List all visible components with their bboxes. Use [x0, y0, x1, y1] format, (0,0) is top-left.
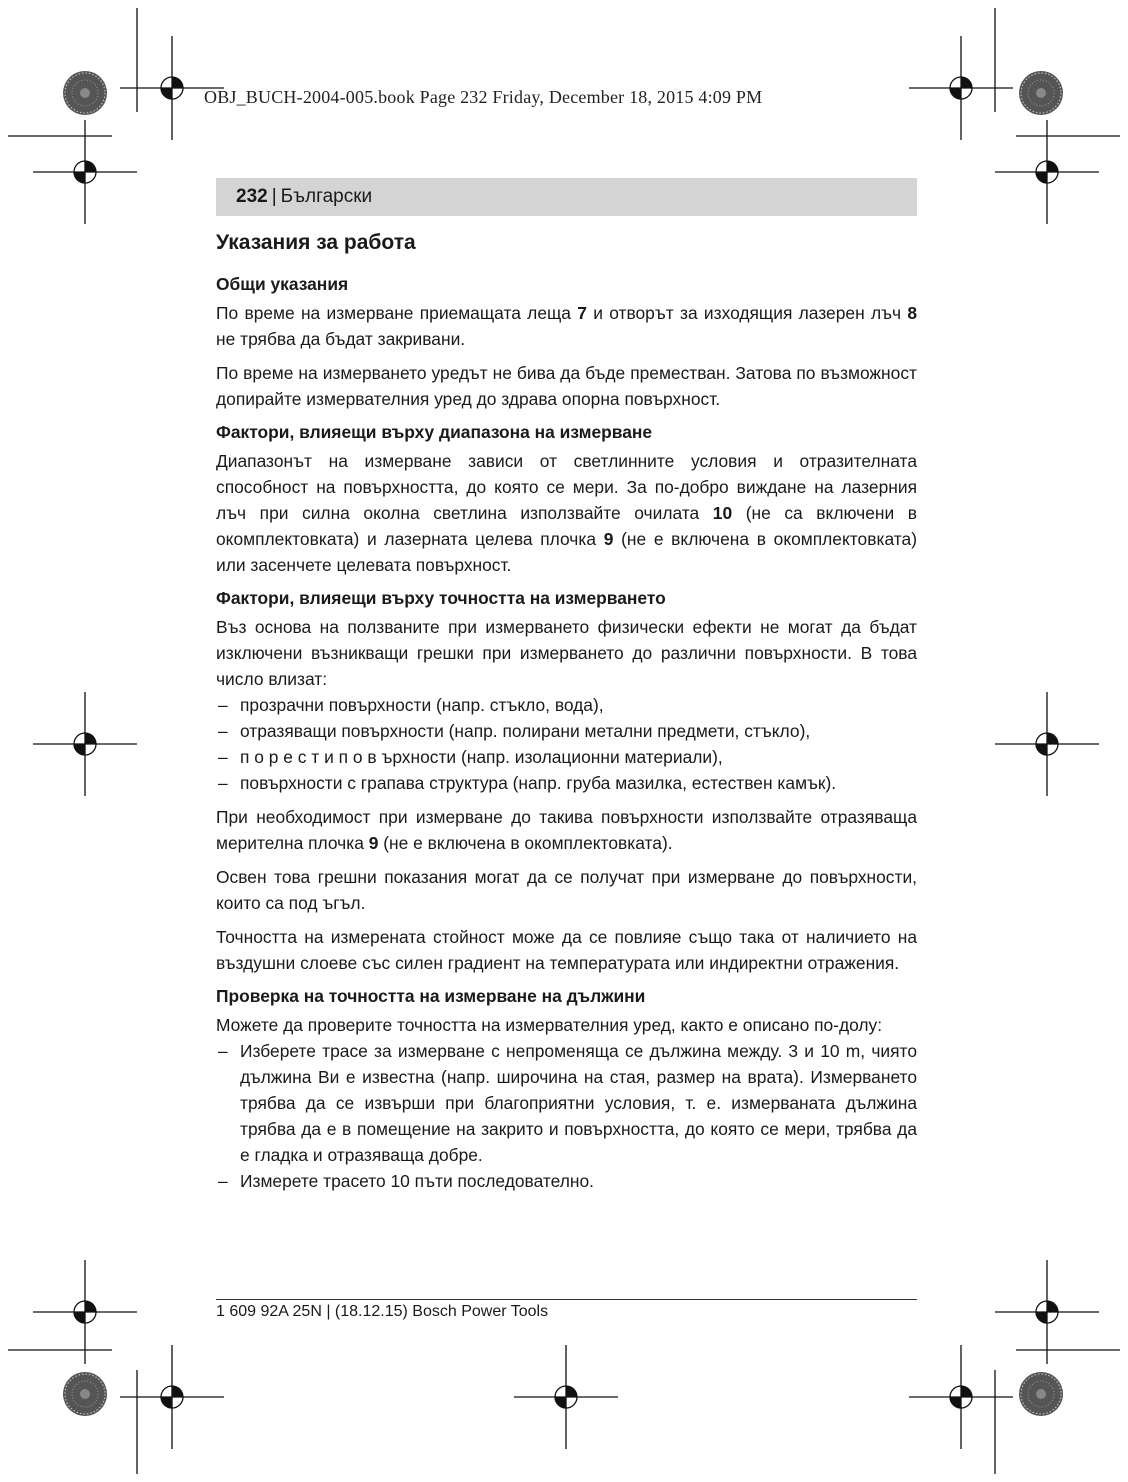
paragraph: Можете да проверите точността на измервателния уред, както е описано по-долу:	[216, 1015, 883, 1035]
section-heading-general: Общи указания	[216, 274, 349, 294]
paragraph	[216, 448, 917, 578]
register-mark-icon	[995, 1260, 1099, 1364]
register-mark-icon	[909, 1345, 1013, 1449]
page-header-bar	[216, 178, 917, 216]
text-run: Диапазонът на измерване зависи от светлинните условия и отразителната способност на повърхността, до която се мери. За по-добро виждане на лазерния лъч при силна околна светлина използвайте очилата	[216, 451, 917, 523]
ref-number: 9	[603, 529, 614, 549]
section-heading-range: Фактори, влияещи върху диапазона на измерване	[216, 422, 653, 442]
paragraph	[216, 300, 917, 352]
text-run: По време на измерване приемащата леща	[216, 303, 578, 323]
bullet-list	[216, 692, 917, 796]
text-run: (не е включена в окомплектовката) или засенчете целевата повърхност.	[216, 529, 917, 575]
register-mark-icon	[120, 1345, 224, 1449]
register-mark-icon	[514, 1345, 618, 1449]
register-mark-icon	[33, 692, 137, 796]
star-target-icon	[1019, 71, 1063, 115]
star-target-icon	[63, 71, 107, 115]
paragraph: По време на измерването уредът не бива да бъде преместван. Затова по възможност допирайте измервателния уред до здрава опорна повърхност.	[216, 363, 917, 409]
ref-number: 8	[907, 303, 917, 323]
paragraph: Точността на измерената стойност може да се повлияе също така от наличието на въздушни слоеве със силен градиент на температурата или индиректни отражения.	[216, 927, 917, 973]
text-run: При необходимост при измерване до такива повърхности използвайте отразяваща мерителна плочка	[216, 807, 917, 853]
page-footer: 1 609 92A 25N | (18.12.15) Bosch Power Tools	[216, 1303, 549, 1320]
list-item: – повърхности с грапава структура (напр. груба мазилка, естествен камък).	[216, 770, 917, 796]
paragraph	[216, 804, 917, 856]
header-language: Български	[280, 186, 373, 207]
list-item: – Измерете трасето 10 пъти последователно.	[216, 1168, 917, 1194]
paragraph: Освен това грешни показания могат да се получат при измерване до повърхности, които са под ъгъл.	[216, 867, 917, 913]
star-target-icon	[1019, 1372, 1063, 1416]
list-item: – Изберете трасе за измерване с непроменяща се дължина между. 3 и 10 m, чиято дължина Ви е известна (напр. широчина на стая, размер на врата). Измерването трябва да се извърши при благоприятни условия, т. е. измерваната дължина трябва да е в помещение на закрито и повърхността, до която се мери, трябва да е гладка и отразяваща добре.	[216, 1038, 917, 1168]
page-body	[216, 228, 917, 1202]
text-run: не трябва да бъдат закривани.	[216, 329, 466, 349]
ref-number: 7	[577, 303, 587, 323]
page-title: Указания за работа	[216, 231, 416, 254]
list-item: – отразяващи повърхности (напр. полирани метални предмети, стъкло),	[216, 718, 917, 744]
star-target-icon	[63, 1372, 107, 1416]
section-heading-check: Проверка на точността на измерване на дължини	[216, 986, 646, 1006]
register-mark-icon	[33, 1260, 137, 1364]
paragraph: Въз основа на ползваните при измерването физически ефекти не могат да бъдат изключени възникващи грешки при измерването до различни повърхности. В това число влизат:	[216, 617, 917, 689]
ref-number: 10	[712, 503, 733, 523]
bullet-list	[216, 1038, 917, 1194]
register-mark-icon	[909, 36, 1013, 140]
text-run: (не са включени в окомплектовката) и лазерната целева плочка	[216, 503, 918, 549]
ref-number: 9	[368, 833, 379, 853]
print-slug: OBJ_BUCH-2004-005.book Page 232 Friday, December 18, 2015 4:09 PM	[204, 87, 763, 107]
list-item: – прозрачни повърхности (напр. стъкло, вода),	[216, 692, 917, 718]
page-number: 232	[236, 186, 268, 207]
text-run: и отворът за изходящия лазерен лъч	[586, 303, 908, 323]
register-mark-icon	[995, 692, 1099, 796]
header-separator: |	[271, 186, 277, 207]
text-run: (не е включена в окомплектовката).	[378, 833, 673, 853]
footer-rule	[216, 1299, 917, 1300]
list-item: – п о р е с т и п о в ърхности (напр. изолационни материали),	[216, 744, 917, 770]
section-heading-accuracy: Фактори, влияещи върху точността на измерването	[216, 588, 666, 608]
